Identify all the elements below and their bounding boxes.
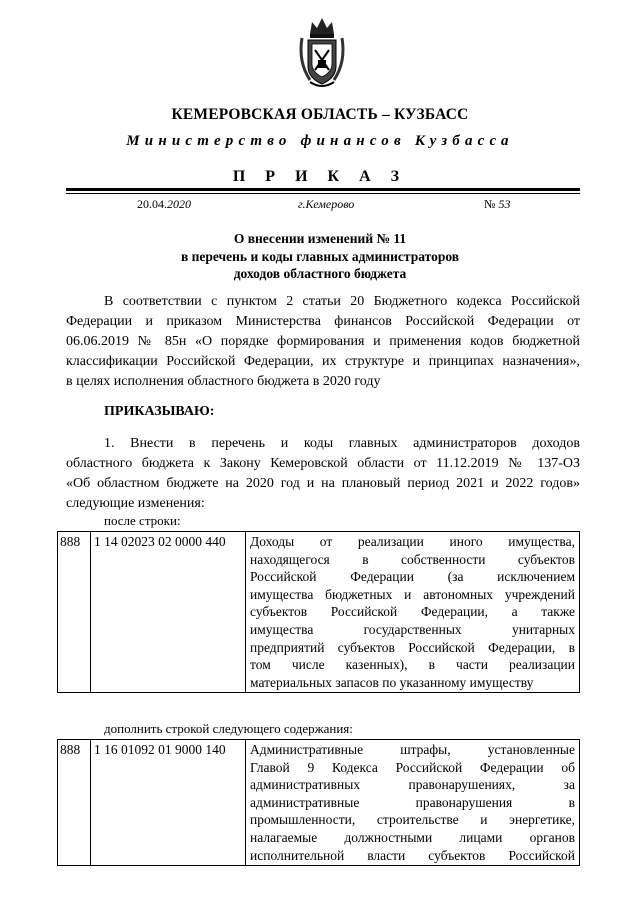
order-title	[0, 230, 640, 283]
order-date	[137, 197, 191, 212]
intro-line: в целях исполнения областного бюджета в 2020 году	[66, 374, 381, 389]
header-rule-thick	[66, 188, 580, 191]
income-name-line: административных правонарушениях, за	[250, 777, 575, 793]
order-date-day: 20.04.	[137, 197, 167, 211]
table-row	[58, 532, 580, 693]
order-title-line: в перечень и коды главных администраторов	[180, 248, 460, 264]
order-number-prefix: №	[484, 197, 499, 211]
existing-row-table	[57, 531, 580, 693]
admin-code-cell: 888	[58, 532, 91, 693]
income-name-line: Административные штрафы, установленные	[250, 742, 575, 757]
income-name-line: Доходы от реализации иного имущества,	[250, 534, 575, 549]
item-1-line: «Об областном бюджете на 2020 год и на плановый период 2021 и 2022 годов»	[66, 476, 580, 491]
income-code-cell: 1 16 01092 01 9000 140	[91, 740, 246, 866]
income-name-line: Российской Федерации (за исключением	[250, 569, 575, 585]
header-rule-thin	[66, 193, 580, 194]
order-date-year: 2020	[167, 197, 191, 211]
item-1-line: 1. Внести в перечень и коды главных администраторов доходов	[104, 436, 580, 451]
add-row-label: дополнить строкой следующего содержания:	[104, 721, 353, 736]
after-line-label: после строки:	[104, 513, 181, 528]
income-name-line: промышленности, строительстве и энергетике,	[250, 812, 575, 828]
income-name-line: том числе казенных), в части реализации	[250, 657, 575, 673]
order-number-value: 53	[498, 197, 511, 211]
income-name-line: налагаемые должностными лицами органов	[250, 829, 575, 845]
order-title-line: О внесении изменений № 11	[233, 231, 407, 246]
item-1-line: следующие изменения:	[66, 496, 205, 511]
order-city: г.Кемерово	[298, 197, 355, 211]
income-name-line: имущества бюджетных и автономных учреждений	[250, 586, 575, 602]
income-name-line: субъектов Российской Федерации, а также	[250, 604, 575, 620]
order-number	[484, 197, 510, 212]
intro-line: В соответствии с пунктом 2 статьи 20 Бюджетного кодекса Российской	[104, 294, 580, 309]
income-name-line: административные правонарушения в	[250, 794, 575, 810]
admin-code-cell: 888	[58, 740, 91, 866]
income-name-line: находящегося в собственности субъектов	[250, 551, 575, 567]
income-name-line: материальных запасов по указанному имуществу	[250, 674, 534, 690]
income-name-cell	[246, 532, 580, 693]
income-name-line: имущества государственных унитарных	[250, 621, 575, 637]
item-1-paragraph	[66, 434, 580, 514]
income-code-cell: 1 14 02023 02 0000 440	[91, 532, 246, 693]
table-row	[58, 740, 580, 866]
region-heading: КЕМЕРОВСКАЯ ОБЛАСТЬ – КУЗБАСС	[171, 106, 469, 123]
income-name-line: исполнительной власти субъектов Российской	[250, 847, 575, 863]
intro-line: 06.06.2019 № 85н «О порядке формирования и применения кодов бюджетной	[66, 334, 580, 349]
item-1-line: областного бюджета к Закону Кемеровской области от 11.12.2019 № 137-ОЗ	[66, 456, 580, 471]
income-name-line: предприятий субъектов Российской Федерации, в	[250, 639, 575, 655]
income-name-line: Главой 9 Кодекса Российской Федерации об	[250, 759, 575, 775]
coat-of-arms-icon	[296, 14, 348, 94]
new-row-table	[57, 739, 580, 866]
intro-paragraph	[66, 292, 580, 392]
document-type-heading: П Р И К А З	[232, 168, 408, 185]
income-name-cell	[246, 740, 580, 866]
intro-line: классификации Российской Федерации, их структуре и принципах назначения»,	[66, 354, 580, 369]
ministry-heading: Министерство финансов Кузбасса	[126, 133, 514, 149]
intro-line: Федерации и приказом Министерства финансов Российской Федерации от	[66, 314, 580, 329]
order-title-line: доходов областного бюджета	[233, 266, 407, 281]
order-word: ПРИКАЗЫВАЮ:	[104, 404, 215, 419]
